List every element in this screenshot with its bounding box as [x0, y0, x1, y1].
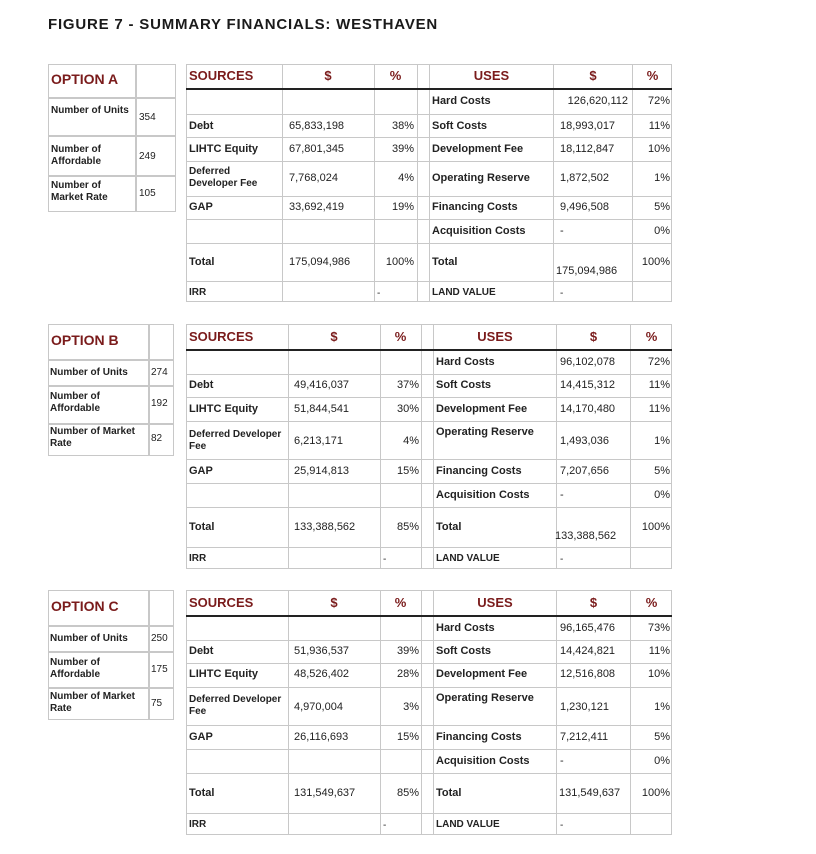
source-label: GAP [189, 465, 213, 477]
use-amount: 18,112,847 [560, 143, 615, 155]
use-label: Soft Costs [436, 379, 491, 391]
source-label: Debt [189, 645, 214, 657]
percent-header: % [389, 68, 402, 83]
source-amount: 48,526,402 [294, 668, 350, 680]
total-label: Total [436, 787, 462, 799]
uses-total: 131,549,637 [559, 787, 621, 799]
percent-header: % [645, 595, 658, 610]
use-amount: 7,212,411 [560, 731, 609, 743]
use-amount: 12,516,808 [560, 668, 616, 680]
blank-cell [149, 590, 174, 626]
irr-value: - [383, 820, 387, 831]
use-label: Acquisition Costs [436, 755, 530, 767]
total-label: Total [189, 521, 215, 533]
use-amount: 9,496,508 [560, 201, 609, 213]
source-pct: 39% [396, 645, 419, 657]
use-pct: 0% [654, 755, 670, 767]
use-pct: 5% [654, 465, 670, 477]
land-value: - [560, 554, 564, 565]
affordable-label: Number of Affordable [51, 144, 101, 167]
land-value-label: LAND VALUE [436, 553, 500, 564]
total-label: Total [436, 521, 462, 533]
uses-total-pct: 100% [641, 787, 670, 799]
use-pct: 11% [648, 403, 670, 415]
source-label: GAP [189, 731, 213, 743]
source-amount: 26,116,693 [294, 731, 349, 743]
sources-total: 175,094,986 [289, 256, 351, 268]
source-pct: 19% [391, 201, 414, 213]
market-rate-value: 105 [139, 188, 156, 199]
affordable-value: 175 [151, 664, 168, 675]
unit-label-cell [48, 98, 136, 136]
source-label: Deferred Developer Fee [189, 429, 282, 452]
total-label: Total [189, 256, 215, 268]
uses-header: USES [477, 329, 513, 344]
use-label: Hard Costs [432, 95, 491, 107]
affordable-value: 192 [151, 398, 168, 409]
use-label: Hard Costs [436, 622, 495, 634]
source-pct: 4% [403, 435, 419, 447]
use-label: Financing Costs [432, 201, 518, 213]
market-rate-value: 75 [151, 698, 163, 709]
use-amount: - [560, 225, 564, 237]
source-label: Debt [189, 120, 214, 132]
dollar-header: $ [589, 595, 598, 610]
land-value-label: LAND VALUE [432, 287, 496, 298]
irr-label: IRR [189, 287, 207, 298]
use-label: Operating Reserve [436, 426, 534, 438]
land-value: - [560, 288, 564, 299]
use-amount: 126,620,112 [567, 95, 628, 107]
dollar-header: $ [330, 595, 338, 610]
option-title: OPTION A [51, 71, 119, 87]
source-pct: 30% [396, 403, 419, 415]
sources-total: 131,549,637 [294, 787, 356, 799]
use-label: Development Fee [436, 403, 528, 415]
sources-total-pct: 100% [385, 256, 414, 268]
dollar-header: $ [324, 68, 332, 83]
dollar-header: $ [589, 329, 598, 344]
source-label: GAP [189, 201, 213, 213]
use-amount: - [560, 489, 564, 501]
use-amount: 18,993,017 [560, 120, 616, 132]
percent-header: % [645, 329, 658, 344]
uses-total-pct: 100% [641, 521, 670, 533]
use-amount: 14,170,480 [560, 403, 616, 415]
irr-value: - [377, 288, 381, 299]
uses-total: 175,094,986 [556, 265, 618, 277]
irr-label: IRR [189, 553, 207, 564]
percent-header: % [646, 68, 659, 83]
uses-header: USES [473, 68, 510, 83]
use-amount: - [560, 755, 564, 767]
source-label: Deferred Developer Fee [189, 694, 282, 717]
use-label: Soft Costs [436, 645, 491, 657]
blank-cell [136, 64, 176, 98]
use-amount: 14,424,821 [560, 645, 616, 657]
use-pct: 10% [647, 143, 670, 155]
source-amount: 49,416,037 [294, 379, 350, 391]
source-amount: 25,914,813 [294, 465, 350, 477]
dollar-header: $ [589, 68, 597, 83]
use-amount: 7,207,656 [560, 465, 609, 477]
option-title: OPTION C [51, 598, 119, 614]
sources-total-pct: 85% [396, 787, 419, 799]
use-amount: 96,102,078 [560, 356, 616, 368]
use-pct: 0% [654, 489, 670, 501]
source-pct: 15% [396, 731, 419, 743]
option-title: OPTION B [51, 332, 119, 348]
use-pct: 1% [654, 701, 670, 713]
source-label: Debt [189, 379, 214, 391]
dollar-header: $ [330, 329, 338, 344]
use-label: Financing Costs [436, 731, 522, 743]
source-pct: 4% [398, 172, 414, 184]
uses-total-pct: 100% [641, 256, 670, 268]
use-label: Development Fee [432, 143, 524, 155]
use-amount: 14,415,312 [560, 379, 616, 391]
sources-header: SOURCES [189, 68, 254, 83]
source-label: LIHTC Equity [189, 143, 259, 155]
affordable-label: Number of Affordable [50, 391, 100, 414]
source-pct: 37% [396, 379, 419, 391]
uses-header: USES [477, 595, 513, 610]
units-label: Number of Units [50, 633, 128, 644]
market-rate-label: Number of Market Rate [50, 426, 136, 449]
use-pct: 5% [654, 731, 670, 743]
use-pct: 11% [648, 120, 670, 132]
source-amount: 7,768,024 [289, 172, 338, 184]
sources-total: 133,388,562 [294, 521, 356, 533]
source-pct: 28% [396, 668, 419, 680]
units-value: 354 [139, 112, 156, 123]
source-label: Deferred Developer Fee [189, 166, 258, 189]
source-pct: 39% [391, 143, 414, 155]
use-label: Soft Costs [432, 120, 487, 132]
use-label: Operating Reserve [432, 172, 530, 184]
total-label: Total [189, 787, 215, 799]
use-label: Hard Costs [436, 356, 495, 368]
use-pct: 72% [647, 356, 670, 368]
use-amount: 1,493,036 [560, 435, 609, 447]
use-pct: 5% [654, 201, 670, 213]
use-pct: 72% [647, 95, 670, 107]
source-amount: 65,833,198 [289, 120, 345, 132]
land-value: - [560, 820, 564, 831]
source-label: LIHTC Equity [189, 668, 259, 680]
affordable-value: 249 [139, 151, 156, 162]
sources-header: SOURCES [189, 329, 254, 344]
use-amount: 1,230,121 [560, 701, 609, 713]
source-pct: 3% [403, 701, 419, 713]
units-label: Number of Units [50, 367, 128, 378]
source-amount: 67,801,345 [289, 143, 345, 155]
source-amount: 6,213,171 [294, 435, 343, 447]
use-label: Acquisition Costs [432, 225, 526, 237]
use-pct: 11% [648, 645, 670, 657]
land-value-label: LAND VALUE [436, 819, 500, 830]
use-pct: 73% [647, 622, 670, 634]
affordable-label: Number of Affordable [50, 657, 100, 680]
market-rate-label: Number of Market Rate [51, 180, 108, 203]
use-amount: 96,165,476 [560, 622, 616, 634]
use-pct: 1% [654, 435, 670, 447]
source-pct: 38% [391, 120, 414, 132]
total-label: Total [432, 256, 458, 268]
irr-label: IRR [189, 819, 207, 830]
figure-title: FIGURE 7 - SUMMARY FINANCIALS: WESTHAVEN [48, 16, 439, 33]
use-amount: 1,872,502 [560, 172, 609, 184]
use-label: Development Fee [436, 668, 528, 680]
sources-header: SOURCES [189, 595, 254, 610]
source-pct: 15% [396, 465, 419, 477]
blank-cell [149, 324, 174, 360]
units-label: Number of Units [51, 105, 129, 116]
market-rate-value: 82 [151, 433, 163, 444]
irr-value: - [383, 554, 387, 565]
use-pct: 11% [648, 379, 670, 391]
source-amount: 51,844,541 [294, 403, 350, 415]
use-pct: 1% [654, 172, 670, 184]
source-label: LIHTC Equity [189, 403, 259, 415]
use-pct: 10% [647, 668, 670, 680]
percent-header: % [394, 329, 407, 344]
units-value: 250 [151, 633, 168, 644]
use-label: Financing Costs [436, 465, 522, 477]
percent-header: % [394, 595, 407, 610]
sources-total-pct: 85% [396, 521, 419, 533]
use-label: Operating Reserve [436, 692, 534, 704]
source-amount: 51,936,537 [294, 645, 350, 657]
units-value: 274 [151, 367, 168, 378]
market-rate-label: Number of Market Rate [50, 691, 136, 714]
uses-total: 133,388,562 [555, 530, 617, 542]
use-pct: 0% [654, 225, 670, 237]
source-amount: 4,970,004 [294, 701, 343, 713]
source-amount: 33,692,419 [289, 201, 345, 213]
use-label: Acquisition Costs [436, 489, 530, 501]
